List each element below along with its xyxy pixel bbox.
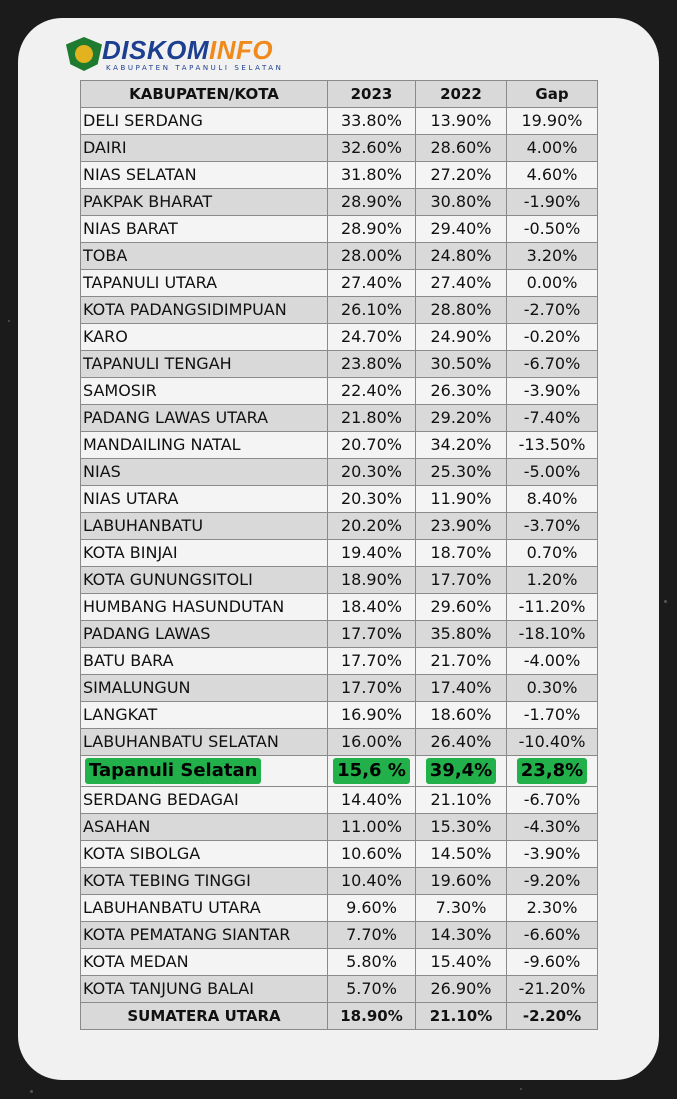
- cell-name: PAKPAK BHARAT: [81, 189, 328, 216]
- cell-2022: 24.80%: [416, 243, 507, 270]
- cell-gap: [507, 756, 598, 787]
- cell-gap: 2.30%: [507, 895, 598, 922]
- cell-2022: 21.70%: [416, 648, 507, 675]
- cell-2022: 23.90%: [416, 513, 507, 540]
- cell-name: SAMOSIR: [81, 378, 328, 405]
- cell-gap: -0.20%: [507, 324, 598, 351]
- cell-name: NIAS: [81, 459, 328, 486]
- cell-gap: -18.10%: [507, 621, 598, 648]
- cell-name: BATU BARA: [81, 648, 328, 675]
- table-row: [81, 594, 598, 621]
- total-2023: 18.90%: [328, 1003, 416, 1030]
- table-row: [81, 459, 598, 486]
- cell-2022: [416, 756, 507, 787]
- cell-gap: -6.70%: [507, 351, 598, 378]
- cell-name: KOTA TANJUNG BALAI: [81, 976, 328, 1003]
- table-row: [81, 675, 598, 702]
- table-row: [81, 108, 598, 135]
- cell-2022: 27.20%: [416, 162, 507, 189]
- cell-2023: 10.60%: [328, 841, 416, 868]
- table-row: [81, 729, 598, 756]
- cell-2022: 28.60%: [416, 135, 507, 162]
- cell-2023: 20.30%: [328, 459, 416, 486]
- cell-name: KOTA PEMATANG SIANTAR: [81, 922, 328, 949]
- total-name: SUMATERA UTARA: [81, 1003, 328, 1030]
- cell-name: SERDANG BEDAGAI: [81, 787, 328, 814]
- cell-gap: -9.20%: [507, 868, 598, 895]
- table-row: [81, 949, 598, 976]
- table-row: [81, 135, 598, 162]
- table-row: [81, 432, 598, 459]
- table-row: [81, 787, 598, 814]
- table-row: [81, 540, 598, 567]
- highlight-label: 23,8%: [517, 758, 587, 784]
- table-row: [81, 814, 598, 841]
- table-row: [81, 567, 598, 594]
- cell-name: KARO: [81, 324, 328, 351]
- logo-subtitle: KABUPATEN TAPANULI SELATAN: [106, 64, 284, 72]
- cell-gap: 0.70%: [507, 540, 598, 567]
- cell-name: DELI SERDANG: [81, 108, 328, 135]
- cell-2022: 30.80%: [416, 189, 507, 216]
- table-row: [81, 648, 598, 675]
- cell-2022: 28.80%: [416, 297, 507, 324]
- cell-gap: -6.70%: [507, 787, 598, 814]
- cell-2023: 23.80%: [328, 351, 416, 378]
- table-header-row: [81, 81, 598, 108]
- cell-name: NIAS BARAT: [81, 216, 328, 243]
- cell-name: KOTA GUNUNGSITOLI: [81, 567, 328, 594]
- cell-gap: -5.00%: [507, 459, 598, 486]
- cell-2022: 19.60%: [416, 868, 507, 895]
- cell-2022: 27.40%: [416, 270, 507, 297]
- cell-gap: 4.00%: [507, 135, 598, 162]
- highlighted-row: [81, 756, 598, 787]
- table-row: [81, 513, 598, 540]
- cell-2023: 31.80%: [328, 162, 416, 189]
- table-row: [81, 922, 598, 949]
- cell-2022: 26.30%: [416, 378, 507, 405]
- cell-2023: 28.00%: [328, 243, 416, 270]
- cell-gap: -9.60%: [507, 949, 598, 976]
- header-region: KABUPATEN/KOTA: [81, 81, 328, 108]
- cell-2022: 34.20%: [416, 432, 507, 459]
- table-row: [81, 895, 598, 922]
- cell-2022: 17.40%: [416, 675, 507, 702]
- highlight-label: 39,4%: [426, 758, 496, 784]
- logo-wordmark: DISKOMINFO: [102, 35, 274, 65]
- cell-2023: 9.60%: [328, 895, 416, 922]
- cell-name: DAIRI: [81, 135, 328, 162]
- cell-name: LABUHANBATU UTARA: [81, 895, 328, 922]
- regional-data-table: [80, 80, 598, 1030]
- cell-name: TOBA: [81, 243, 328, 270]
- table-row: [81, 216, 598, 243]
- total-gap: -2.20%: [507, 1003, 598, 1030]
- table-row: [81, 162, 598, 189]
- cell-2022: 35.80%: [416, 621, 507, 648]
- cell-2022: 18.60%: [416, 702, 507, 729]
- cell-2022: 26.40%: [416, 729, 507, 756]
- cell-name: LABUHANBATU: [81, 513, 328, 540]
- cell-2023: 33.80%: [328, 108, 416, 135]
- cell-2022: 21.10%: [416, 787, 507, 814]
- cell-name: KOTA MEDAN: [81, 949, 328, 976]
- cell-2023: 28.90%: [328, 189, 416, 216]
- table-row: [81, 378, 598, 405]
- cell-name: PADANG LAWAS UTARA: [81, 405, 328, 432]
- cell-2023: 17.70%: [328, 648, 416, 675]
- total-2022: 21.10%: [416, 1003, 507, 1030]
- cell-gap: 3.20%: [507, 243, 598, 270]
- header-2023: 2023: [328, 81, 416, 108]
- cell-name: SIMALUNGUN: [81, 675, 328, 702]
- cell-gap: -3.90%: [507, 378, 598, 405]
- cell-2022: 11.90%: [416, 486, 507, 513]
- cell-2023: [328, 756, 416, 787]
- cell-name: NIAS SELATAN: [81, 162, 328, 189]
- cell-gap: -11.20%: [507, 594, 598, 621]
- cell-name: KOTA PADANGSIDIMPUAN: [81, 297, 328, 324]
- cell-name: KOTA SIBOLGA: [81, 841, 328, 868]
- cell-2023: 10.40%: [328, 868, 416, 895]
- cell-name: [81, 756, 328, 787]
- cell-2022: 29.40%: [416, 216, 507, 243]
- cell-name: LABUHANBATU SELATAN: [81, 729, 328, 756]
- cell-gap: 4.60%: [507, 162, 598, 189]
- highlight-label: 15,6 %: [333, 758, 410, 784]
- cell-2023: 11.00%: [328, 814, 416, 841]
- cell-gap: -2.70%: [507, 297, 598, 324]
- cell-2023: 18.40%: [328, 594, 416, 621]
- cell-gap: -13.50%: [507, 432, 598, 459]
- cell-name: NIAS UTARA: [81, 486, 328, 513]
- cell-2023: 27.40%: [328, 270, 416, 297]
- cell-2023: 14.40%: [328, 787, 416, 814]
- cell-gap: -0.50%: [507, 216, 598, 243]
- cell-2023: 20.30%: [328, 486, 416, 513]
- cell-2023: 20.70%: [328, 432, 416, 459]
- cell-2022: 14.50%: [416, 841, 507, 868]
- cell-gap: -1.70%: [507, 702, 598, 729]
- cell-gap: -4.00%: [507, 648, 598, 675]
- cell-gap: -4.30%: [507, 814, 598, 841]
- cell-2023: 19.40%: [328, 540, 416, 567]
- table-row: [81, 486, 598, 513]
- cell-2023: 17.70%: [328, 675, 416, 702]
- header-2022: 2022: [416, 81, 507, 108]
- cell-gap: -7.40%: [507, 405, 598, 432]
- table-row: [81, 189, 598, 216]
- cell-name: KOTA TEBING TINGGI: [81, 868, 328, 895]
- cell-gap: -21.20%: [507, 976, 598, 1003]
- cell-name: ASAHAN: [81, 814, 328, 841]
- cell-2023: 26.10%: [328, 297, 416, 324]
- cell-gap: -1.90%: [507, 189, 598, 216]
- cell-name: MANDAILING NATAL: [81, 432, 328, 459]
- table-row: [81, 270, 598, 297]
- cell-2022: 14.30%: [416, 922, 507, 949]
- cell-name: LANGKAT: [81, 702, 328, 729]
- cell-2022: 29.60%: [416, 594, 507, 621]
- cell-name: KOTA BINJAI: [81, 540, 328, 567]
- table-row: [81, 841, 598, 868]
- cell-2022: 18.70%: [416, 540, 507, 567]
- cell-2023: 5.80%: [328, 949, 416, 976]
- diskominfo-logo: [66, 35, 296, 77]
- cell-2022: 17.70%: [416, 567, 507, 594]
- cell-gap: -3.70%: [507, 513, 598, 540]
- cell-2023: 17.70%: [328, 621, 416, 648]
- header-gap: Gap: [507, 81, 598, 108]
- cell-2023: 32.60%: [328, 135, 416, 162]
- cell-gap: 0.00%: [507, 270, 598, 297]
- cell-gap: 1.20%: [507, 567, 598, 594]
- cell-2023: 28.90%: [328, 216, 416, 243]
- cell-2023: 16.90%: [328, 702, 416, 729]
- regency-emblem-icon: [66, 37, 102, 71]
- cell-2023: 7.70%: [328, 922, 416, 949]
- cell-gap: -3.90%: [507, 841, 598, 868]
- cell-name: PADANG LAWAS: [81, 621, 328, 648]
- cell-gap: -10.40%: [507, 729, 598, 756]
- cell-2023: 24.70%: [328, 324, 416, 351]
- table-row: [81, 405, 598, 432]
- cell-gap: 19.90%: [507, 108, 598, 135]
- cell-2022: 15.30%: [416, 814, 507, 841]
- cell-name: TAPANULI UTARA: [81, 270, 328, 297]
- table-row: [81, 243, 598, 270]
- cell-2022: 13.90%: [416, 108, 507, 135]
- table-total-row: [81, 1003, 598, 1030]
- cell-gap: 8.40%: [507, 486, 598, 513]
- cell-name: HUMBANG HASUNDUTAN: [81, 594, 328, 621]
- cell-gap: 0.30%: [507, 675, 598, 702]
- cell-2022: 15.40%: [416, 949, 507, 976]
- table-row: [81, 868, 598, 895]
- cell-2022: 25.30%: [416, 459, 507, 486]
- cell-2022: 30.50%: [416, 351, 507, 378]
- cell-2022: 24.90%: [416, 324, 507, 351]
- table-row: [81, 976, 598, 1003]
- cell-2022: 26.90%: [416, 976, 507, 1003]
- cell-name: TAPANULI TENGAH: [81, 351, 328, 378]
- cell-2023: 21.80%: [328, 405, 416, 432]
- cell-2023: 16.00%: [328, 729, 416, 756]
- cell-2023: 22.40%: [328, 378, 416, 405]
- table-row: [81, 324, 598, 351]
- cell-2023: 5.70%: [328, 976, 416, 1003]
- table-row: [81, 297, 598, 324]
- cell-2023: 20.20%: [328, 513, 416, 540]
- table-row: [81, 351, 598, 378]
- cell-2023: 18.90%: [328, 567, 416, 594]
- table-row: [81, 621, 598, 648]
- cell-2022: 7.30%: [416, 895, 507, 922]
- cell-2022: 29.20%: [416, 405, 507, 432]
- cell-gap: -6.60%: [507, 922, 598, 949]
- highlight-label: Tapanuli Selatan: [85, 758, 261, 784]
- table-row: [81, 702, 598, 729]
